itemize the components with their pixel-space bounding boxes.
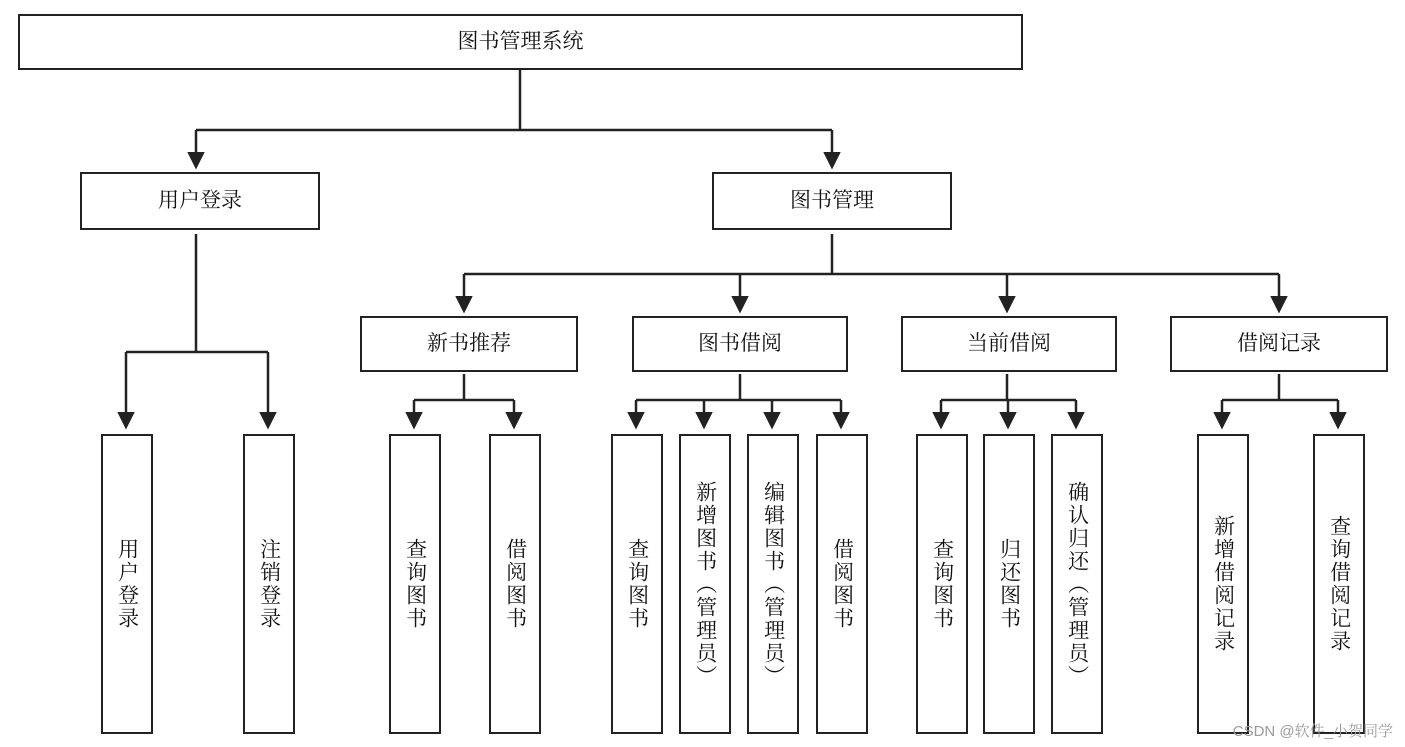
node-borrow-records[interactable] xyxy=(1170,316,1388,372)
leaf-confirm-return-admin-label: 确认归还（管理员） xyxy=(1065,480,1089,688)
leaf-query-borrow-record[interactable] xyxy=(1313,434,1365,734)
leaf-confirm-return-admin[interactable] xyxy=(1051,434,1103,734)
leaf-edit-book-admin[interactable] xyxy=(747,434,799,734)
leaf-new-borrow-book-label: 借阅图书 xyxy=(503,538,527,630)
node-current-borrow[interactable] xyxy=(901,316,1117,372)
leaf-borrow-query-book-label: 查询图书 xyxy=(625,538,649,630)
node-current-borrow-label: 当前借阅 xyxy=(967,331,1051,355)
leaf-current-query-book-label: 查询图书 xyxy=(930,538,954,630)
leaf-add-borrow-record[interactable] xyxy=(1197,434,1249,734)
leaf-logout[interactable] xyxy=(243,434,295,734)
node-borrow-records-label: 借阅记录 xyxy=(1237,331,1321,355)
node-book-borrow[interactable] xyxy=(632,316,848,372)
leaf-return-book[interactable] xyxy=(983,434,1035,734)
leaf-user-login[interactable] xyxy=(101,434,153,734)
watermark-text: CSDN @软件_小贺同学 xyxy=(1232,723,1393,740)
node-new-book-recommend[interactable] xyxy=(360,316,578,372)
node-book-management-label: 图书管理 xyxy=(790,188,874,212)
leaf-add-borrow-record-label: 新增借阅记录 xyxy=(1211,515,1235,653)
leaf-user-login-label: 用户登录 xyxy=(115,538,139,630)
node-book-borrow-label: 图书借阅 xyxy=(698,331,782,355)
leaf-new-query-book[interactable] xyxy=(389,434,441,734)
node-book-management[interactable] xyxy=(712,172,952,230)
leaf-edit-book-admin-label: 编辑图书（管理员） xyxy=(761,480,785,688)
leaf-logout-label: 注销登录 xyxy=(257,538,281,630)
node-root[interactable] xyxy=(18,14,1023,70)
leaf-new-borrow-book[interactable] xyxy=(489,434,541,734)
node-new-book-recommend-label: 新书推荐 xyxy=(427,331,511,355)
leaf-add-book-admin[interactable] xyxy=(679,434,731,734)
node-user-login-label: 用户登录 xyxy=(158,188,242,212)
leaf-borrow-book[interactable] xyxy=(816,434,868,734)
node-user-login[interactable] xyxy=(80,172,320,230)
leaf-borrow-book-label: 借阅图书 xyxy=(830,538,854,630)
leaf-borrow-query-book[interactable] xyxy=(611,434,663,734)
leaf-return-book-label: 归还图书 xyxy=(997,538,1021,630)
node-root-label: 图书管理系统 xyxy=(457,29,584,53)
leaf-query-borrow-record-label: 查询借阅记录 xyxy=(1327,515,1351,653)
leaf-current-query-book[interactable] xyxy=(916,434,968,734)
leaf-new-query-book-label: 查询图书 xyxy=(403,538,427,630)
leaf-add-book-admin-label: 新增图书（管理员） xyxy=(693,480,717,688)
